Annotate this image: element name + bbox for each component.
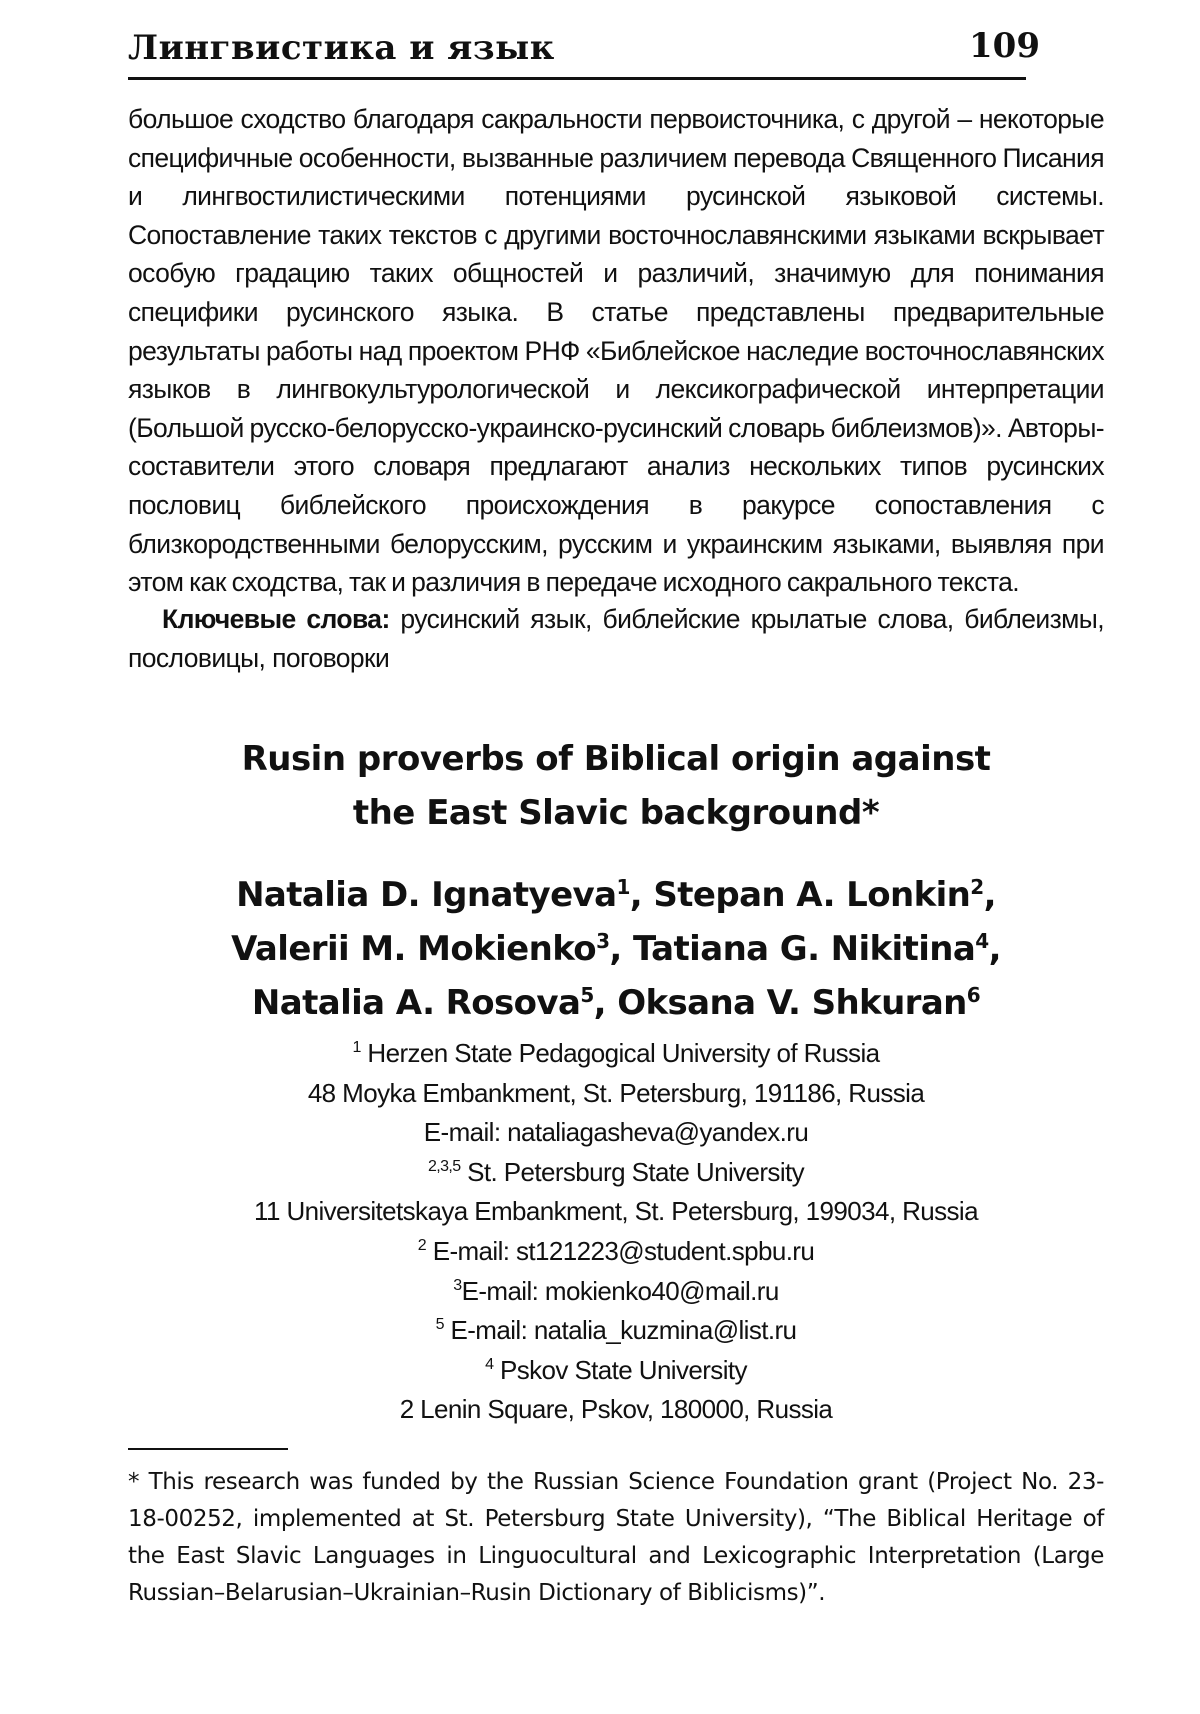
keywords-text: русинский язык, библейские крылатые слова, библеизмы, пословицы, поговорки (128, 604, 1104, 673)
affiliation-line (128, 1351, 1104, 1391)
affiliation-text: Pskov State University (493, 1354, 747, 1385)
affiliation-line (128, 1192, 1104, 1232)
author-name: Stepan A. Lonkin (653, 875, 971, 915)
affiliation-text: E-mail: natalia_kuzmina@list.ru (443, 1315, 797, 1346)
author-affiliation-mark: 6 (966, 983, 981, 1007)
funding-footnote: * This research was funded by the Russian Science Foundation grant (Project No. 23-18-00252, implemented at St. Petersburg State University), “The Biblical Heritage of the East Slavic Languages in Linguocultural and Lexicographic Interpretation (Large Russian–Belarusian–Ukrainian–Rusin Dictionary of Biblicisms)”. (128, 1469, 1104, 1606)
affiliation-text: E-mail: st121223@student.spbu.ru (426, 1235, 815, 1266)
affiliation-text: Herzen State Pedagogical University of Russia (360, 1038, 880, 1068)
footnote-rule (128, 1448, 288, 1450)
english-title (128, 732, 1104, 840)
author-separator: , (609, 929, 633, 969)
author-line-1 (128, 868, 1104, 922)
affiliation-line (128, 1153, 1104, 1193)
abstract-paragraph: большое сходство благодаря сакральности первоисточника, с другой – некоторые специфичные особенности, вызванные различием перевода Священного Писания и лингвостилистическими потенциями русинской языковой системы. Сопоставление таких текстов с другими восточнославянскими языками вскрывает особую градацию таких общностей и различий, значимую для понимания специфики русинского языка. В статье представлены предварительные результаты работы над проектом РНФ «Библейское наследие восточнославянских языков в лингвокультурологической и лексикографической интерпретации (Большой русско-белорусско-украинско-русинский словарь библеизмов)». Авторы-составители этого словаря предлагают анализ нескольких типов русинских пословиц библейского происхождения в ракурсе сопоставления с близкородственными белорусским, русским и украинским языками, выявляя при этом как сходства, так и различия в передаче исходного сакрального текста. (128, 104, 1104, 598)
keywords-paragraph (128, 600, 1104, 677)
affiliation-mark: 4 (485, 1355, 494, 1373)
author-affiliation-mark: 3 (596, 929, 610, 953)
title-line-1: Rusin proverbs of Biblical origin against (241, 739, 991, 779)
affiliations-block (128, 1034, 1104, 1430)
affiliation-text: E-mail: nataliagasheva@yandex.ru (423, 1117, 809, 1148)
affiliation-mark: 5 (435, 1316, 444, 1334)
header-rule (128, 77, 1026, 80)
author-name: Natalia D. Ignatyeva (236, 875, 617, 915)
author-separator: , (983, 875, 996, 915)
author-name: Natalia A. Rosova (251, 983, 581, 1023)
author-line-2 (128, 922, 1104, 976)
affiliation-mark: 2 (417, 1236, 427, 1254)
affiliation-mark: 3 (453, 1276, 462, 1294)
page-number: 109 (969, 26, 1040, 66)
title-line-2: the East Slavic background* (352, 793, 880, 833)
affiliation-line (128, 1113, 1104, 1153)
author-affiliation-mark: 5 (580, 983, 594, 1007)
keywords-label: Ключевые слова: (162, 604, 390, 634)
affiliation-text: 48 Moyka Embankment, St. Petersburg, 191186, Russia (307, 1077, 925, 1108)
author-name: Oksana V. Shkuran (617, 983, 967, 1023)
author-separator: , (593, 983, 618, 1023)
affiliation-text: St. Petersburg State University (460, 1156, 805, 1187)
affiliation-line (128, 1272, 1104, 1312)
author-name: Tatiana G. Nikitina (632, 929, 976, 969)
affiliation-line (128, 1390, 1104, 1430)
affiliation-mark: 1 (352, 1039, 361, 1056)
affiliation-line (128, 1034, 1104, 1074)
author-separator: , (988, 929, 1001, 969)
author-affiliation-mark: 1 (616, 875, 630, 899)
author-line-3 (128, 976, 1104, 1030)
affiliation-mark: 2,3,5 (427, 1157, 461, 1175)
author-affiliation-mark: 2 (970, 875, 984, 899)
affiliation-line (128, 1311, 1104, 1351)
affiliation-text: 2 Lenin Square, Pskov, 180000, Russia (399, 1394, 833, 1425)
affiliation-text: 11 Universitetskaya Embankment, St. Petersburg, 199034, Russia (254, 1196, 978, 1227)
affiliation-line (128, 1074, 1104, 1114)
author-separator: , (629, 875, 654, 915)
affiliation-line (128, 1232, 1104, 1272)
author-list (128, 868, 1104, 1030)
author-affiliation-mark: 4 (975, 929, 989, 953)
running-header (128, 22, 1040, 80)
author-name: Valerii M. Mokienko (231, 929, 597, 969)
section-title: Лингвистика и язык (128, 28, 555, 68)
affiliation-text: E-mail: mokienko40@mail.ru (461, 1275, 779, 1306)
